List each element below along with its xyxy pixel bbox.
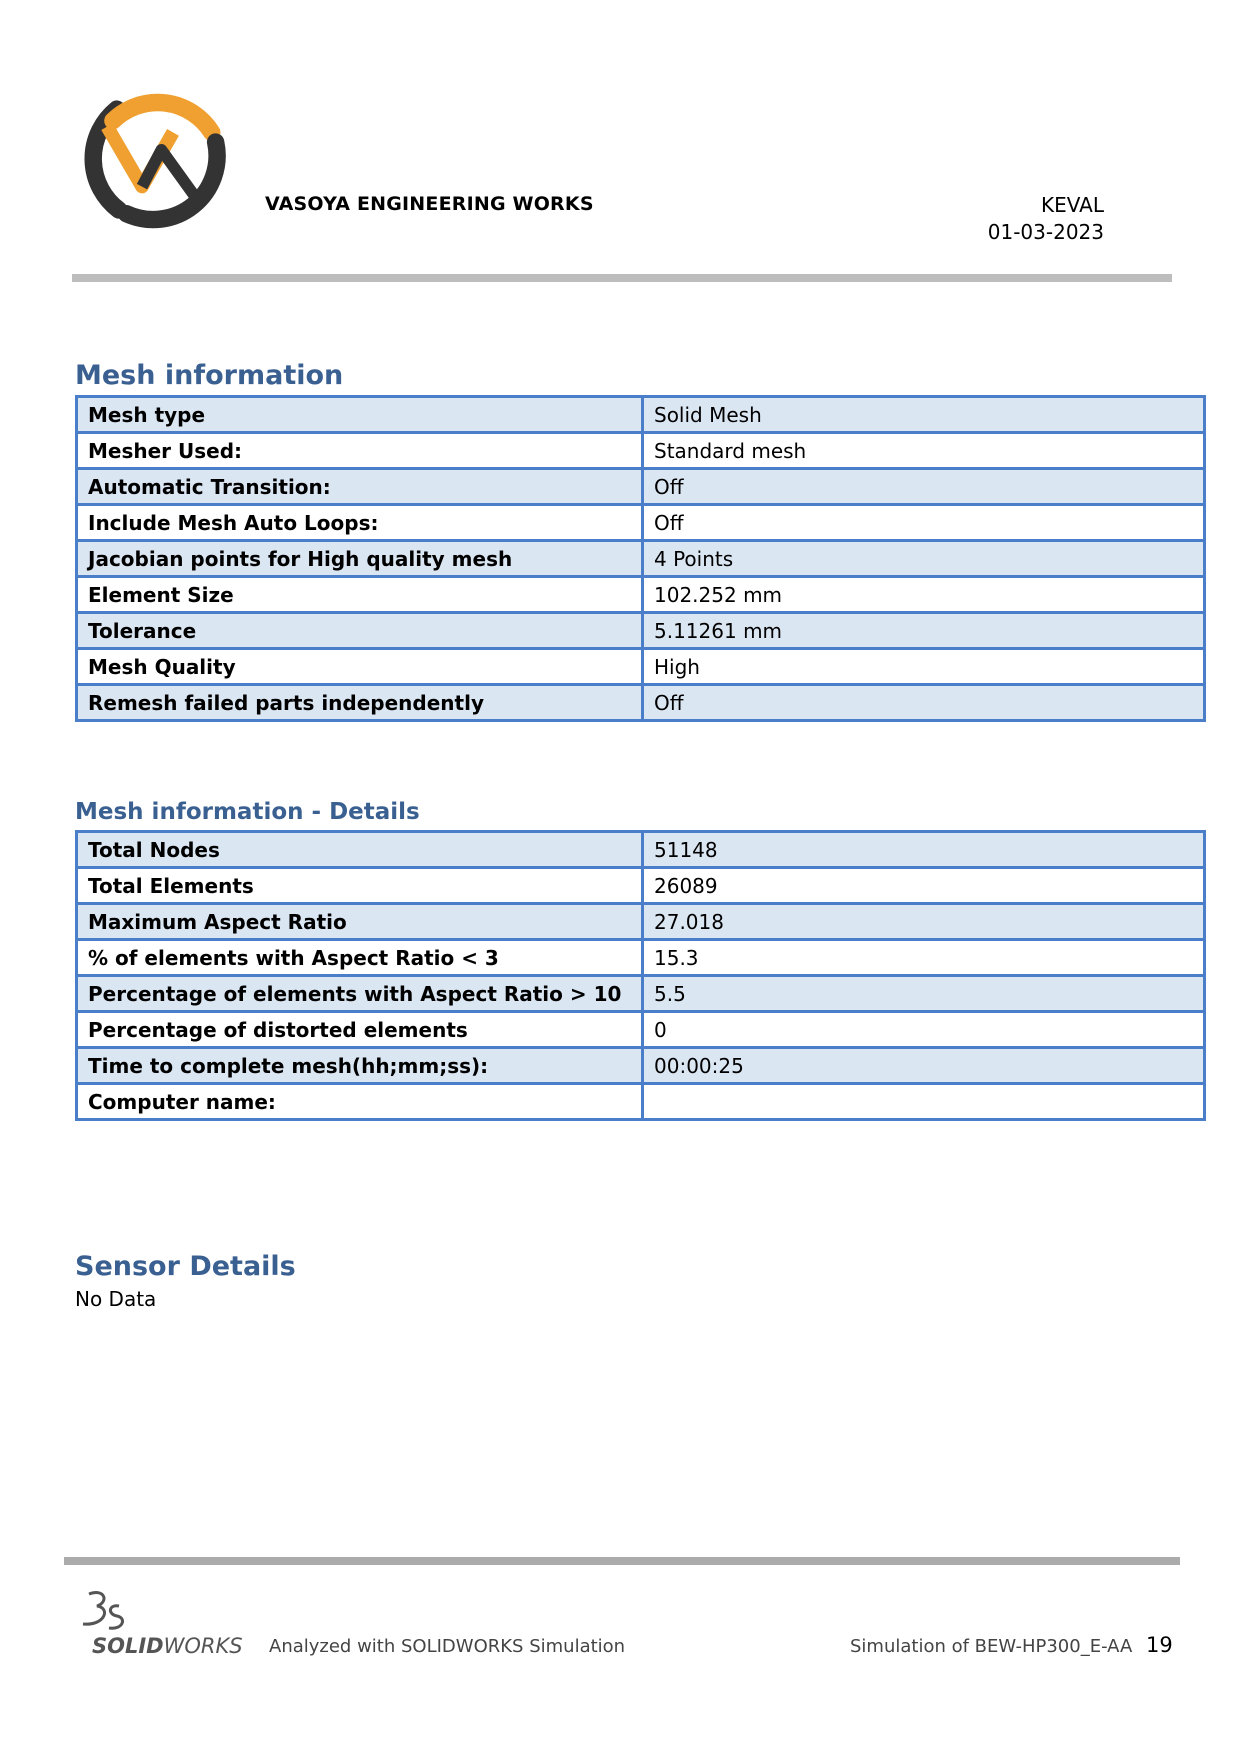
table-row <box>77 505 1205 541</box>
row-value: 5.11261 mm <box>643 613 1205 649</box>
table-row <box>77 397 1205 433</box>
row-value: 27.018 <box>643 904 1205 940</box>
row-value <box>643 1084 1205 1120</box>
row-label: Mesher Used: <box>77 433 643 469</box>
table-row <box>77 613 1205 649</box>
table-row <box>77 1084 1205 1120</box>
row-label: Remesh failed parts independently <box>77 685 643 721</box>
table-row <box>77 1048 1205 1084</box>
row-label: Mesh Quality <box>77 649 643 685</box>
row-value: 0 <box>643 1012 1205 1048</box>
row-label: Maximum Aspect Ratio <box>77 904 643 940</box>
table-row <box>77 685 1205 721</box>
table-row <box>77 832 1205 868</box>
table-row <box>77 649 1205 685</box>
row-label: Jacobian points for High quality mesh <box>77 541 643 577</box>
row-value: Solid Mesh <box>643 397 1205 433</box>
row-value: Off <box>643 469 1205 505</box>
header-divider <box>72 274 1172 282</box>
solidworks-wordmark <box>92 1634 243 1658</box>
row-value: 5.5 <box>643 976 1205 1012</box>
row-value: Off <box>643 685 1205 721</box>
table-row <box>77 976 1205 1012</box>
solidworks-logo <box>75 1588 245 1660</box>
row-label: Percentage of distorted elements <box>77 1012 643 1048</box>
row-value: 26089 <box>643 868 1205 904</box>
mesh-information-title: Mesh information <box>75 360 344 391</box>
sensor-details-text: No Data <box>75 1287 157 1311</box>
table-row <box>77 940 1205 976</box>
header-meta <box>988 192 1104 246</box>
vasoya-logo-icon <box>80 82 235 237</box>
mesh-information-table <box>75 395 1206 722</box>
ds-solidworks-logo-icon <box>75 1588 135 1636</box>
row-label: Automatic Transition: <box>77 469 643 505</box>
table-row <box>77 433 1205 469</box>
footer-analyzed-with: Analyzed with SOLIDWORKS Simulation <box>269 1636 626 1657</box>
company-name: VASOYA ENGINEERING WORKS <box>265 193 594 215</box>
row-value: 15.3 <box>643 940 1205 976</box>
page-number: 19 <box>1146 1633 1173 1657</box>
row-value: High <box>643 649 1205 685</box>
row-label: Mesh type <box>77 397 643 433</box>
row-label: Time to complete mesh(hh;mm;ss): <box>77 1048 643 1084</box>
row-label: Computer name: <box>77 1084 643 1120</box>
row-value: 102.252 mm <box>643 577 1205 613</box>
table-row <box>77 577 1205 613</box>
row-label: Element Size <box>77 577 643 613</box>
footer-divider <box>64 1557 1180 1565</box>
row-value: Standard mesh <box>643 433 1205 469</box>
row-value: 4 Points <box>643 541 1205 577</box>
mesh-details-title: Mesh information - Details <box>75 799 420 825</box>
mesh-details-table <box>75 830 1206 1121</box>
table-row <box>77 1012 1205 1048</box>
row-value: Off <box>643 505 1205 541</box>
table-row <box>77 469 1205 505</box>
row-label: Percentage of elements with Aspect Ratio > 10 <box>77 976 643 1012</box>
row-label: % of elements with Aspect Ratio < 3 <box>77 940 643 976</box>
wordmark-bold: SOLID <box>92 1634 164 1658</box>
wordmark-light: WORKS <box>163 1634 243 1658</box>
author-name: KEVAL <box>1041 193 1104 217</box>
row-value: 00:00:25 <box>643 1048 1205 1084</box>
row-label: Include Mesh Auto Loops: <box>77 505 643 541</box>
row-label: Total Nodes <box>77 832 643 868</box>
row-label: Tolerance <box>77 613 643 649</box>
table-row <box>77 904 1205 940</box>
report-date: 01-03-2023 <box>987 220 1104 244</box>
sensor-details-title: Sensor Details <box>75 1251 296 1282</box>
table-row <box>77 541 1205 577</box>
row-value: 51148 <box>643 832 1205 868</box>
row-label: Total Elements <box>77 868 643 904</box>
table-row <box>77 868 1205 904</box>
footer-simulation-name: Simulation of BEW-HP300_E-AA <box>850 1636 1133 1657</box>
